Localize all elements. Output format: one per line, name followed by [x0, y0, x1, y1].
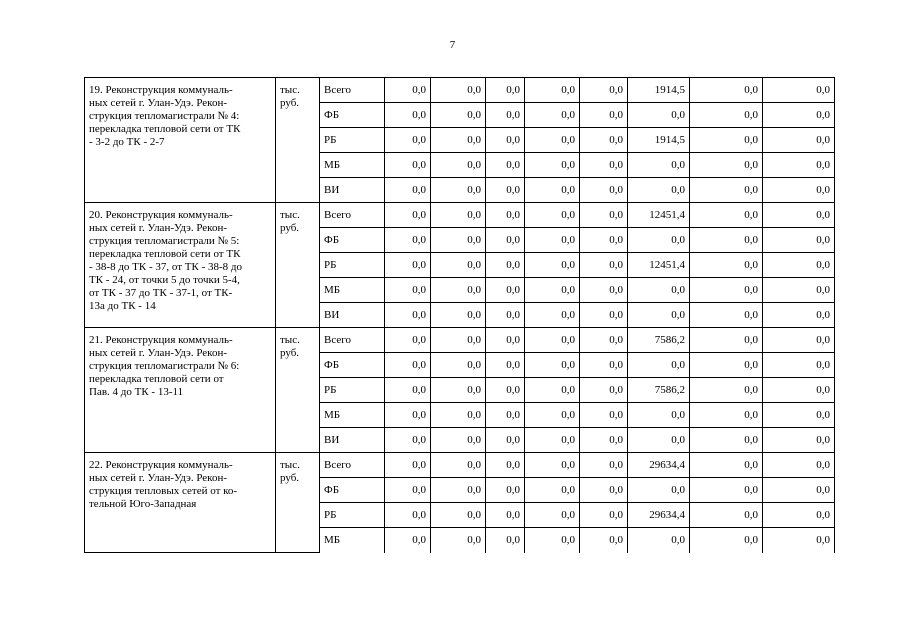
value-cell: 0,0 [486, 453, 525, 478]
value-cell: 0,0 [628, 178, 690, 203]
value-cell: 0,0 [486, 203, 525, 228]
value-cell: 0,0 [385, 278, 431, 303]
value-cell: 0,0 [690, 303, 763, 328]
value-cell: 0,0 [628, 278, 690, 303]
value-cell: 0,0 [580, 103, 628, 128]
value-cell: 0,0 [763, 453, 835, 478]
value-cell: 0,0 [763, 228, 835, 253]
funding-source: Всего [320, 328, 385, 353]
value-cell: 12451,4 [628, 253, 690, 278]
funding-source: МБ [320, 153, 385, 178]
value-cell: 0,0 [486, 278, 525, 303]
budget-table [84, 77, 835, 553]
value-cell: 0,0 [628, 303, 690, 328]
value-cell: 0,0 [628, 428, 690, 453]
project-description: 22. Реконструкция коммуналь- ных сетей г. Улан-Удэ. Рекон- струкция тепловых сетей от ко- тельной Юго-Западная [85, 453, 276, 553]
value-cell: 0,0 [385, 103, 431, 128]
value-cell: 0,0 [486, 328, 525, 353]
value-cell: 0,0 [431, 303, 486, 328]
value-cell: 29634,4 [628, 453, 690, 478]
value-cell: 0,0 [525, 403, 580, 428]
value-cell: 0,0 [525, 228, 580, 253]
value-cell: 0,0 [525, 278, 580, 303]
value-cell: 0,0 [431, 153, 486, 178]
value-cell: 0,0 [690, 128, 763, 153]
value-cell: 7586,2 [628, 378, 690, 403]
value-cell: 0,0 [690, 178, 763, 203]
funding-source: РБ [320, 128, 385, 153]
value-cell: 0,0 [431, 78, 486, 103]
value-cell: 0,0 [431, 478, 486, 503]
value-cell: 0,0 [525, 453, 580, 478]
value-cell: 0,0 [763, 103, 835, 128]
value-cell: 0,0 [486, 528, 525, 553]
value-cell: 0,0 [486, 303, 525, 328]
table-row [85, 203, 835, 228]
value-cell: 0,0 [763, 478, 835, 503]
value-cell: 0,0 [690, 478, 763, 503]
value-cell: 0,0 [385, 453, 431, 478]
value-cell: 0,0 [486, 178, 525, 203]
value-cell: 0,0 [486, 153, 525, 178]
value-cell: 0,0 [486, 478, 525, 503]
value-cell: 0,0 [431, 453, 486, 478]
value-cell: 0,0 [580, 503, 628, 528]
value-cell: 0,0 [385, 153, 431, 178]
value-cell: 0,0 [690, 353, 763, 378]
value-cell: 0,0 [385, 378, 431, 403]
value-cell: 0,0 [525, 328, 580, 353]
value-cell: 0,0 [525, 103, 580, 128]
value-cell: 0,0 [431, 378, 486, 403]
value-cell: 0,0 [580, 228, 628, 253]
value-cell: 0,0 [690, 403, 763, 428]
funding-source: ФБ [320, 103, 385, 128]
value-cell: 0,0 [628, 228, 690, 253]
value-cell: 0,0 [580, 253, 628, 278]
funding-source: МБ [320, 278, 385, 303]
value-cell: 0,0 [580, 128, 628, 153]
value-cell: 0,0 [690, 253, 763, 278]
value-cell: 1914,5 [628, 78, 690, 103]
value-cell: 0,0 [525, 378, 580, 403]
unit-cell: тыс. руб. [276, 453, 320, 553]
value-cell: 0,0 [763, 303, 835, 328]
value-cell: 0,0 [580, 153, 628, 178]
value-cell: 0,0 [525, 78, 580, 103]
value-cell: 0,0 [385, 353, 431, 378]
project-description: 19. Реконструкция коммуналь- ных сетей г. Улан-Удэ. Рекон- струкция тепломагистрали № 4: перекладка тепловой сети от ТК - 3-2 до ТК - 2-7 [85, 78, 276, 203]
funding-source: МБ [320, 528, 385, 553]
unit-cell: тыс. руб. [276, 203, 320, 328]
value-cell: 0,0 [486, 378, 525, 403]
value-cell: 0,0 [690, 203, 763, 228]
value-cell: 0,0 [690, 528, 763, 553]
value-cell: 0,0 [763, 153, 835, 178]
value-cell: 0,0 [690, 503, 763, 528]
funding-source: Всего [320, 203, 385, 228]
value-cell: 0,0 [486, 503, 525, 528]
funding-source: ВИ [320, 303, 385, 328]
value-cell: 0,0 [580, 203, 628, 228]
value-cell: 0,0 [385, 203, 431, 228]
value-cell: 0,0 [525, 478, 580, 503]
value-cell: 0,0 [580, 528, 628, 553]
value-cell: 7586,2 [628, 328, 690, 353]
value-cell: 0,0 [690, 103, 763, 128]
value-cell: 0,0 [580, 453, 628, 478]
value-cell: 0,0 [628, 478, 690, 503]
funding-source: МБ [320, 403, 385, 428]
value-cell: 0,0 [628, 403, 690, 428]
value-cell: 0,0 [431, 503, 486, 528]
value-cell: 0,0 [763, 253, 835, 278]
value-cell: 0,0 [486, 403, 525, 428]
value-cell: 0,0 [431, 353, 486, 378]
value-cell: 0,0 [385, 328, 431, 353]
value-cell: 0,0 [431, 253, 486, 278]
table-row [85, 453, 835, 478]
value-cell: 0,0 [525, 153, 580, 178]
table-body [85, 78, 835, 553]
value-cell: 0,0 [525, 303, 580, 328]
value-cell: 0,0 [580, 478, 628, 503]
funding-source: ВИ [320, 178, 385, 203]
value-cell: 0,0 [763, 78, 835, 103]
value-cell: 0,0 [763, 178, 835, 203]
value-cell: 0,0 [431, 103, 486, 128]
value-cell: 0,0 [763, 503, 835, 528]
value-cell: 0,0 [486, 228, 525, 253]
value-cell: 0,0 [763, 128, 835, 153]
value-cell: 0,0 [486, 353, 525, 378]
value-cell: 0,0 [690, 328, 763, 353]
funding-source: ФБ [320, 353, 385, 378]
value-cell: 0,0 [628, 353, 690, 378]
unit-cell: тыс. руб. [276, 328, 320, 453]
value-cell: 0,0 [525, 353, 580, 378]
value-cell: 0,0 [525, 503, 580, 528]
value-cell: 0,0 [763, 203, 835, 228]
value-cell: 0,0 [580, 353, 628, 378]
value-cell: 0,0 [486, 253, 525, 278]
value-cell: 0,0 [385, 128, 431, 153]
value-cell: 0,0 [385, 178, 431, 203]
value-cell: 0,0 [431, 128, 486, 153]
value-cell: 0,0 [431, 278, 486, 303]
value-cell: 0,0 [763, 403, 835, 428]
value-cell: 0,0 [580, 78, 628, 103]
value-cell: 0,0 [690, 228, 763, 253]
value-cell: 0,0 [431, 428, 486, 453]
value-cell: 0,0 [628, 528, 690, 553]
value-cell: 0,0 [385, 228, 431, 253]
value-cell: 0,0 [431, 228, 486, 253]
funding-source: РБ [320, 253, 385, 278]
value-cell: 0,0 [385, 503, 431, 528]
funding-source: ВИ [320, 428, 385, 453]
funding-source: РБ [320, 503, 385, 528]
value-cell: 0,0 [525, 128, 580, 153]
value-cell: 0,0 [431, 178, 486, 203]
value-cell: 0,0 [628, 103, 690, 128]
value-cell: 0,0 [431, 528, 486, 553]
value-cell: 0,0 [690, 453, 763, 478]
value-cell: 0,0 [580, 178, 628, 203]
value-cell: 0,0 [690, 428, 763, 453]
value-cell: 0,0 [431, 203, 486, 228]
value-cell: 0,0 [431, 328, 486, 353]
value-cell: 0,0 [690, 78, 763, 103]
value-cell: 0,0 [763, 328, 835, 353]
value-cell: 0,0 [431, 403, 486, 428]
value-cell: 0,0 [525, 428, 580, 453]
funding-source: Всего [320, 453, 385, 478]
value-cell: 0,0 [525, 253, 580, 278]
value-cell: 0,0 [385, 428, 431, 453]
value-cell: 0,0 [486, 428, 525, 453]
value-cell: 0,0 [486, 103, 525, 128]
value-cell: 0,0 [690, 378, 763, 403]
funding-source: ФБ [320, 478, 385, 503]
value-cell: 0,0 [385, 403, 431, 428]
value-cell: 0,0 [486, 78, 525, 103]
value-cell: 0,0 [580, 278, 628, 303]
value-cell: 0,0 [385, 78, 431, 103]
value-cell: 0,0 [763, 353, 835, 378]
funding-source: ФБ [320, 228, 385, 253]
table-row [85, 78, 835, 103]
value-cell: 0,0 [525, 528, 580, 553]
value-cell: 0,0 [580, 378, 628, 403]
value-cell: 0,0 [385, 303, 431, 328]
value-cell: 0,0 [763, 428, 835, 453]
value-cell: 0,0 [763, 378, 835, 403]
value-cell: 0,0 [525, 178, 580, 203]
value-cell: 0,0 [385, 253, 431, 278]
value-cell: 1914,5 [628, 128, 690, 153]
value-cell: 0,0 [580, 428, 628, 453]
funding-source: РБ [320, 378, 385, 403]
value-cell: 0,0 [763, 528, 835, 553]
table-row [85, 328, 835, 353]
page-number: 7 [449, 39, 456, 51]
value-cell: 0,0 [628, 153, 690, 178]
value-cell: 29634,4 [628, 503, 690, 528]
project-description: 21. Реконструкция коммуналь- ных сетей г. Улан-Удэ. Рекон- струкция тепломагистрали № 6: перекладка тепловой сети от Пав. 4 до ТК - 13-11 [85, 328, 276, 453]
value-cell: 0,0 [690, 278, 763, 303]
value-cell: 0,0 [486, 128, 525, 153]
project-description: 20. Реконструкция коммуналь- ных сетей г. Улан-Удэ. Рекон- струкция тепломагистрали № 5: перекладка тепловой сети от ТК - 38-8 до ТК - 37, от ТК - 38-8 до ТК - 24, от точки 5 до точки 5-4, от ТК - 37 до ТК - 37-1, от ТК- 13а до ТК - 14 [85, 203, 276, 328]
unit-cell: тыс. руб. [276, 78, 320, 203]
value-cell: 0,0 [690, 153, 763, 178]
value-cell: 0,0 [580, 403, 628, 428]
value-cell: 0,0 [385, 528, 431, 553]
value-cell: 0,0 [763, 278, 835, 303]
value-cell: 0,0 [580, 328, 628, 353]
value-cell: 12451,4 [628, 203, 690, 228]
value-cell: 0,0 [385, 478, 431, 503]
value-cell: 0,0 [525, 203, 580, 228]
funding-source: Всего [320, 78, 385, 103]
value-cell: 0,0 [580, 303, 628, 328]
